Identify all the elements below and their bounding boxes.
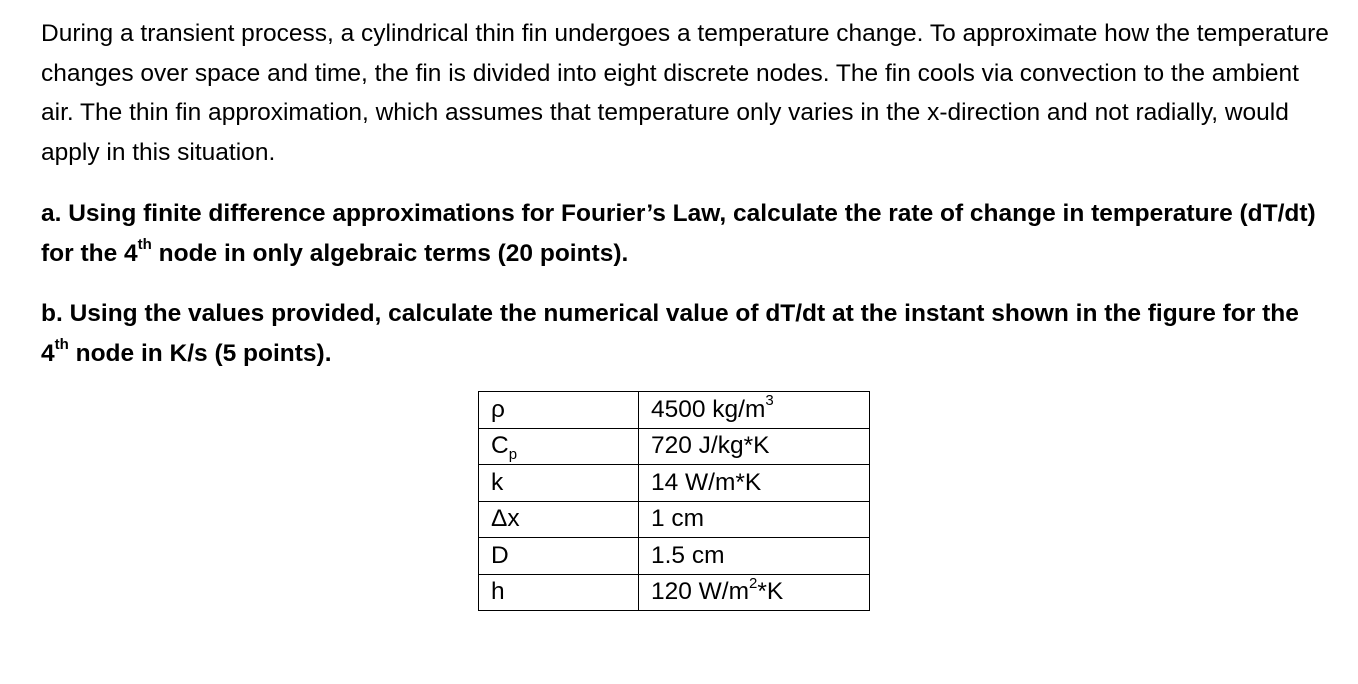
question-b-text: b. Using the values provided, calculate the numerical value of dT/dt at the instant shown in the figure for the 4 bbox=[41, 300, 1299, 367]
symbol-cell bbox=[479, 465, 639, 502]
symbol-specific-heat-subscript: p bbox=[508, 445, 518, 463]
value-conductivity: 14 W/m*K bbox=[651, 468, 762, 496]
symbol-conductivity: k bbox=[491, 468, 504, 496]
symbol-cell bbox=[479, 501, 639, 538]
value-convection-unit-tail: *K bbox=[757, 578, 784, 605]
question-a-ordinal: th bbox=[137, 236, 152, 254]
value-node-spacing: 1 cm bbox=[651, 505, 705, 532]
table-row bbox=[479, 501, 870, 538]
question-b-ordinal: th bbox=[54, 336, 69, 354]
symbol-cell bbox=[479, 574, 639, 611]
question-b bbox=[41, 294, 1331, 373]
value-cell bbox=[639, 501, 870, 538]
value-diameter: 1.5 cm bbox=[651, 541, 725, 569]
value-convection-coefficient: 120 W/m bbox=[651, 578, 750, 605]
intro-paragraph: During a transient process, a cylindrical thin fin undergoes a temperature change. To approximate how the temperature changes over space and time, the fin is divided into eight discrete nodes. The fin cools via convection to the ambient air. The thin fin approximation, which assumes that temperature only varies in the x-direction and not radially, would apply in this situation. bbox=[41, 20, 1329, 166]
symbol-cell bbox=[479, 538, 639, 575]
value-cell bbox=[639, 574, 870, 611]
question-a bbox=[41, 194, 1331, 273]
value-cell bbox=[639, 538, 870, 575]
properties-table bbox=[478, 391, 870, 611]
value-cell bbox=[639, 392, 870, 429]
value-cell bbox=[639, 465, 870, 502]
symbol-diameter: D bbox=[491, 541, 509, 569]
value-specific-heat: 720 J/kg*K bbox=[651, 432, 770, 459]
question-b-tail: node in K/s (5 points). bbox=[68, 339, 332, 367]
question-a-text: a. Using finite difference approximations for Fourier’s Law, calculate the rate of change in temperature (dT/dt) for the 4 bbox=[41, 200, 1316, 267]
table-row bbox=[479, 574, 870, 611]
table-row bbox=[479, 465, 870, 502]
value-density: 4500 kg/m bbox=[651, 395, 766, 423]
table-row bbox=[479, 428, 870, 465]
symbol-convection-coefficient: h bbox=[491, 578, 505, 605]
question-a-tail: node in only algebraic terms (20 points). bbox=[151, 239, 629, 267]
symbol-cell bbox=[479, 428, 639, 465]
symbol-cell bbox=[479, 392, 639, 429]
symbol-density: ρ bbox=[491, 395, 505, 423]
symbol-specific-heat: C bbox=[491, 432, 509, 459]
value-cell bbox=[639, 428, 870, 465]
value-convection-exponent: 2 bbox=[749, 574, 758, 592]
value-density-exponent: 3 bbox=[765, 392, 774, 410]
table-row bbox=[479, 392, 870, 429]
symbol-node-spacing: Δx bbox=[491, 505, 520, 532]
problem-statement bbox=[41, 14, 1331, 373]
table-row bbox=[479, 538, 870, 575]
